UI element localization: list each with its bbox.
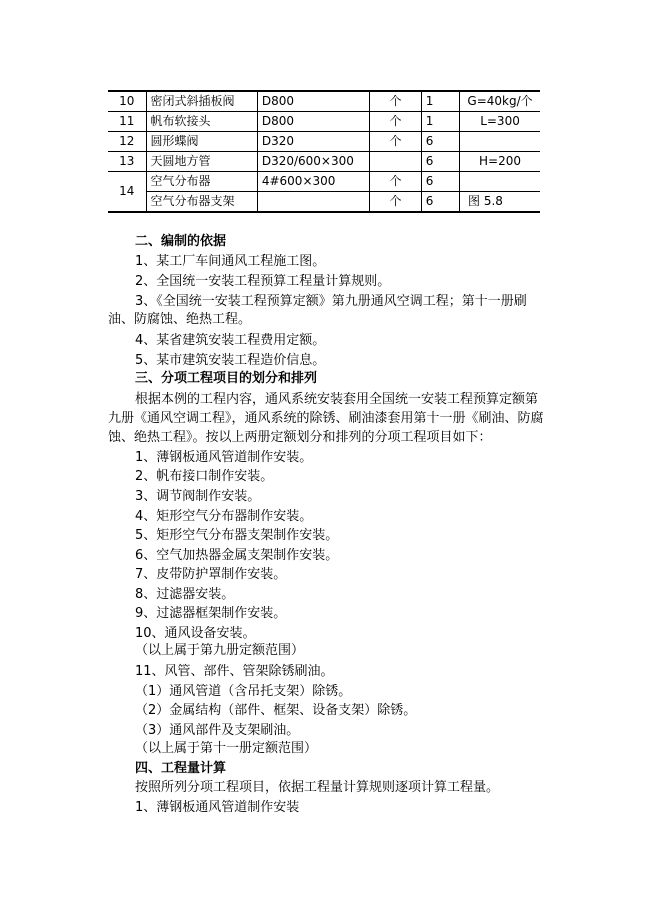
row-number: 13 (108, 152, 146, 172)
item-qty: 6 (421, 192, 459, 213)
item-note: L=300 (480, 114, 520, 128)
list-item: （1）通风管道（含吊托支架）除锈。 (135, 684, 352, 699)
paragraph: 根据本例的工程内容，通风系统安装套用全国统一安装工程预算定额第九册《通风空调工程》，通风系统的除锈、刷油漆套用第十一册《刷油、防腐蚀、绝热工程》。按以上两册定额划分和排列的分项工程项目如下： (108, 392, 544, 445)
list-item: 3、《全国统一安装工程预算定额》第九册通风空调工程；第十一册刷油、防腐蚀、绝热工程。 (108, 294, 527, 327)
item-qty: 6 (421, 172, 459, 192)
table-row (108, 192, 540, 213)
list-item: 1、薄钢板通风管道制作安装 (135, 800, 300, 815)
item-name: 空气分布器支架 (146, 192, 257, 213)
list-item: 2、帆布接口制作安装。 (135, 469, 274, 484)
list-item: 1、某工厂车间通风工程施工图。 (135, 254, 326, 269)
list-item: 5、矩形空气分布器支架制作安装。 (135, 528, 339, 543)
item-note: 图 5.8 (468, 194, 503, 208)
section-heading: 四、工程量计算 (135, 761, 227, 776)
item-name: 密闭式斜插板阀 (146, 91, 257, 112)
item-note (460, 132, 540, 152)
list-item: （以上属于第九册定额范围） (135, 643, 305, 658)
item-note (460, 172, 540, 192)
materials-table (108, 90, 540, 213)
item-spec: 4#600×300 (257, 172, 369, 192)
item-name: 帆布软接头 (146, 112, 257, 132)
item-qty: 1 (421, 112, 459, 132)
row-number: 12 (108, 132, 146, 152)
list-item: （3）通风部件及支架刷油。 (135, 723, 300, 738)
item-unit: 个 (370, 172, 422, 192)
item-spec: D800 (257, 112, 369, 132)
list-item: 1、薄钢板通风管道制作安装。 (135, 450, 313, 465)
item-spec: D800 (257, 91, 369, 112)
list-item: 10、通风设备安装。 (135, 626, 256, 641)
list-item: 4、矩形空气分布器制作安装。 (135, 509, 313, 524)
table-row (108, 152, 540, 172)
item-unit (370, 152, 422, 172)
item-spec (257, 192, 369, 213)
item-spec: D320 (257, 132, 369, 152)
list-item: 7、皮带防护罩制作安装。 (135, 567, 287, 582)
paragraph: 按照所列分项工程项目，依据工程量计算规则逐项计算工程量。 (135, 780, 500, 795)
item-unit: 个 (370, 192, 422, 213)
row-number: 14 (108, 172, 146, 213)
list-item: （2）金属结构（部件、框架、设备支架）除锈。 (135, 703, 417, 718)
list-item: 9、过滤器框架制作安装。 (135, 606, 287, 621)
table-row (108, 112, 540, 132)
list-item: 8、过滤器安装。 (135, 587, 235, 602)
table-row (108, 132, 540, 152)
table-row (108, 91, 540, 112)
item-qty: 6 (421, 132, 459, 152)
item-qty: 1 (421, 91, 459, 112)
list-item: 5、某市建筑安装工程造价信息。 (135, 353, 326, 368)
row-number: 10 (108, 91, 146, 112)
list-item: 11、风管、部件、管架除锈刷油。 (135, 664, 334, 679)
item-spec: D320/600×300 (257, 152, 369, 172)
list-item: 2、全国统一安装工程预算工程量计算规则。 (135, 274, 391, 289)
item-unit: 个 (370, 91, 422, 112)
item-unit: 个 (370, 112, 422, 132)
item-name: 天圆地方管 (146, 152, 257, 172)
item-qty: 6 (421, 152, 459, 172)
item-name: 空气分布器 (146, 172, 257, 192)
item-note: H=200 (479, 154, 521, 168)
section-heading: 二、编制的依据 (135, 234, 227, 249)
item-unit: 个 (370, 132, 422, 152)
table-row (108, 172, 540, 192)
list-item: 3、调节阀制作安装。 (135, 489, 261, 504)
row-number: 11 (108, 112, 146, 132)
list-item: 6、空气加热器金属支架制作安装。 (135, 548, 339, 563)
item-note: G=40kg/个 (467, 94, 533, 108)
list-item: 4、某省建筑安装工程费用定额。 (135, 333, 326, 348)
item-name: 圆形蝶阀 (146, 132, 257, 152)
section-heading: 三、分项工程项目的划分和排列 (135, 371, 318, 386)
list-item: （以上属于第十一册定额范围） (135, 741, 318, 756)
